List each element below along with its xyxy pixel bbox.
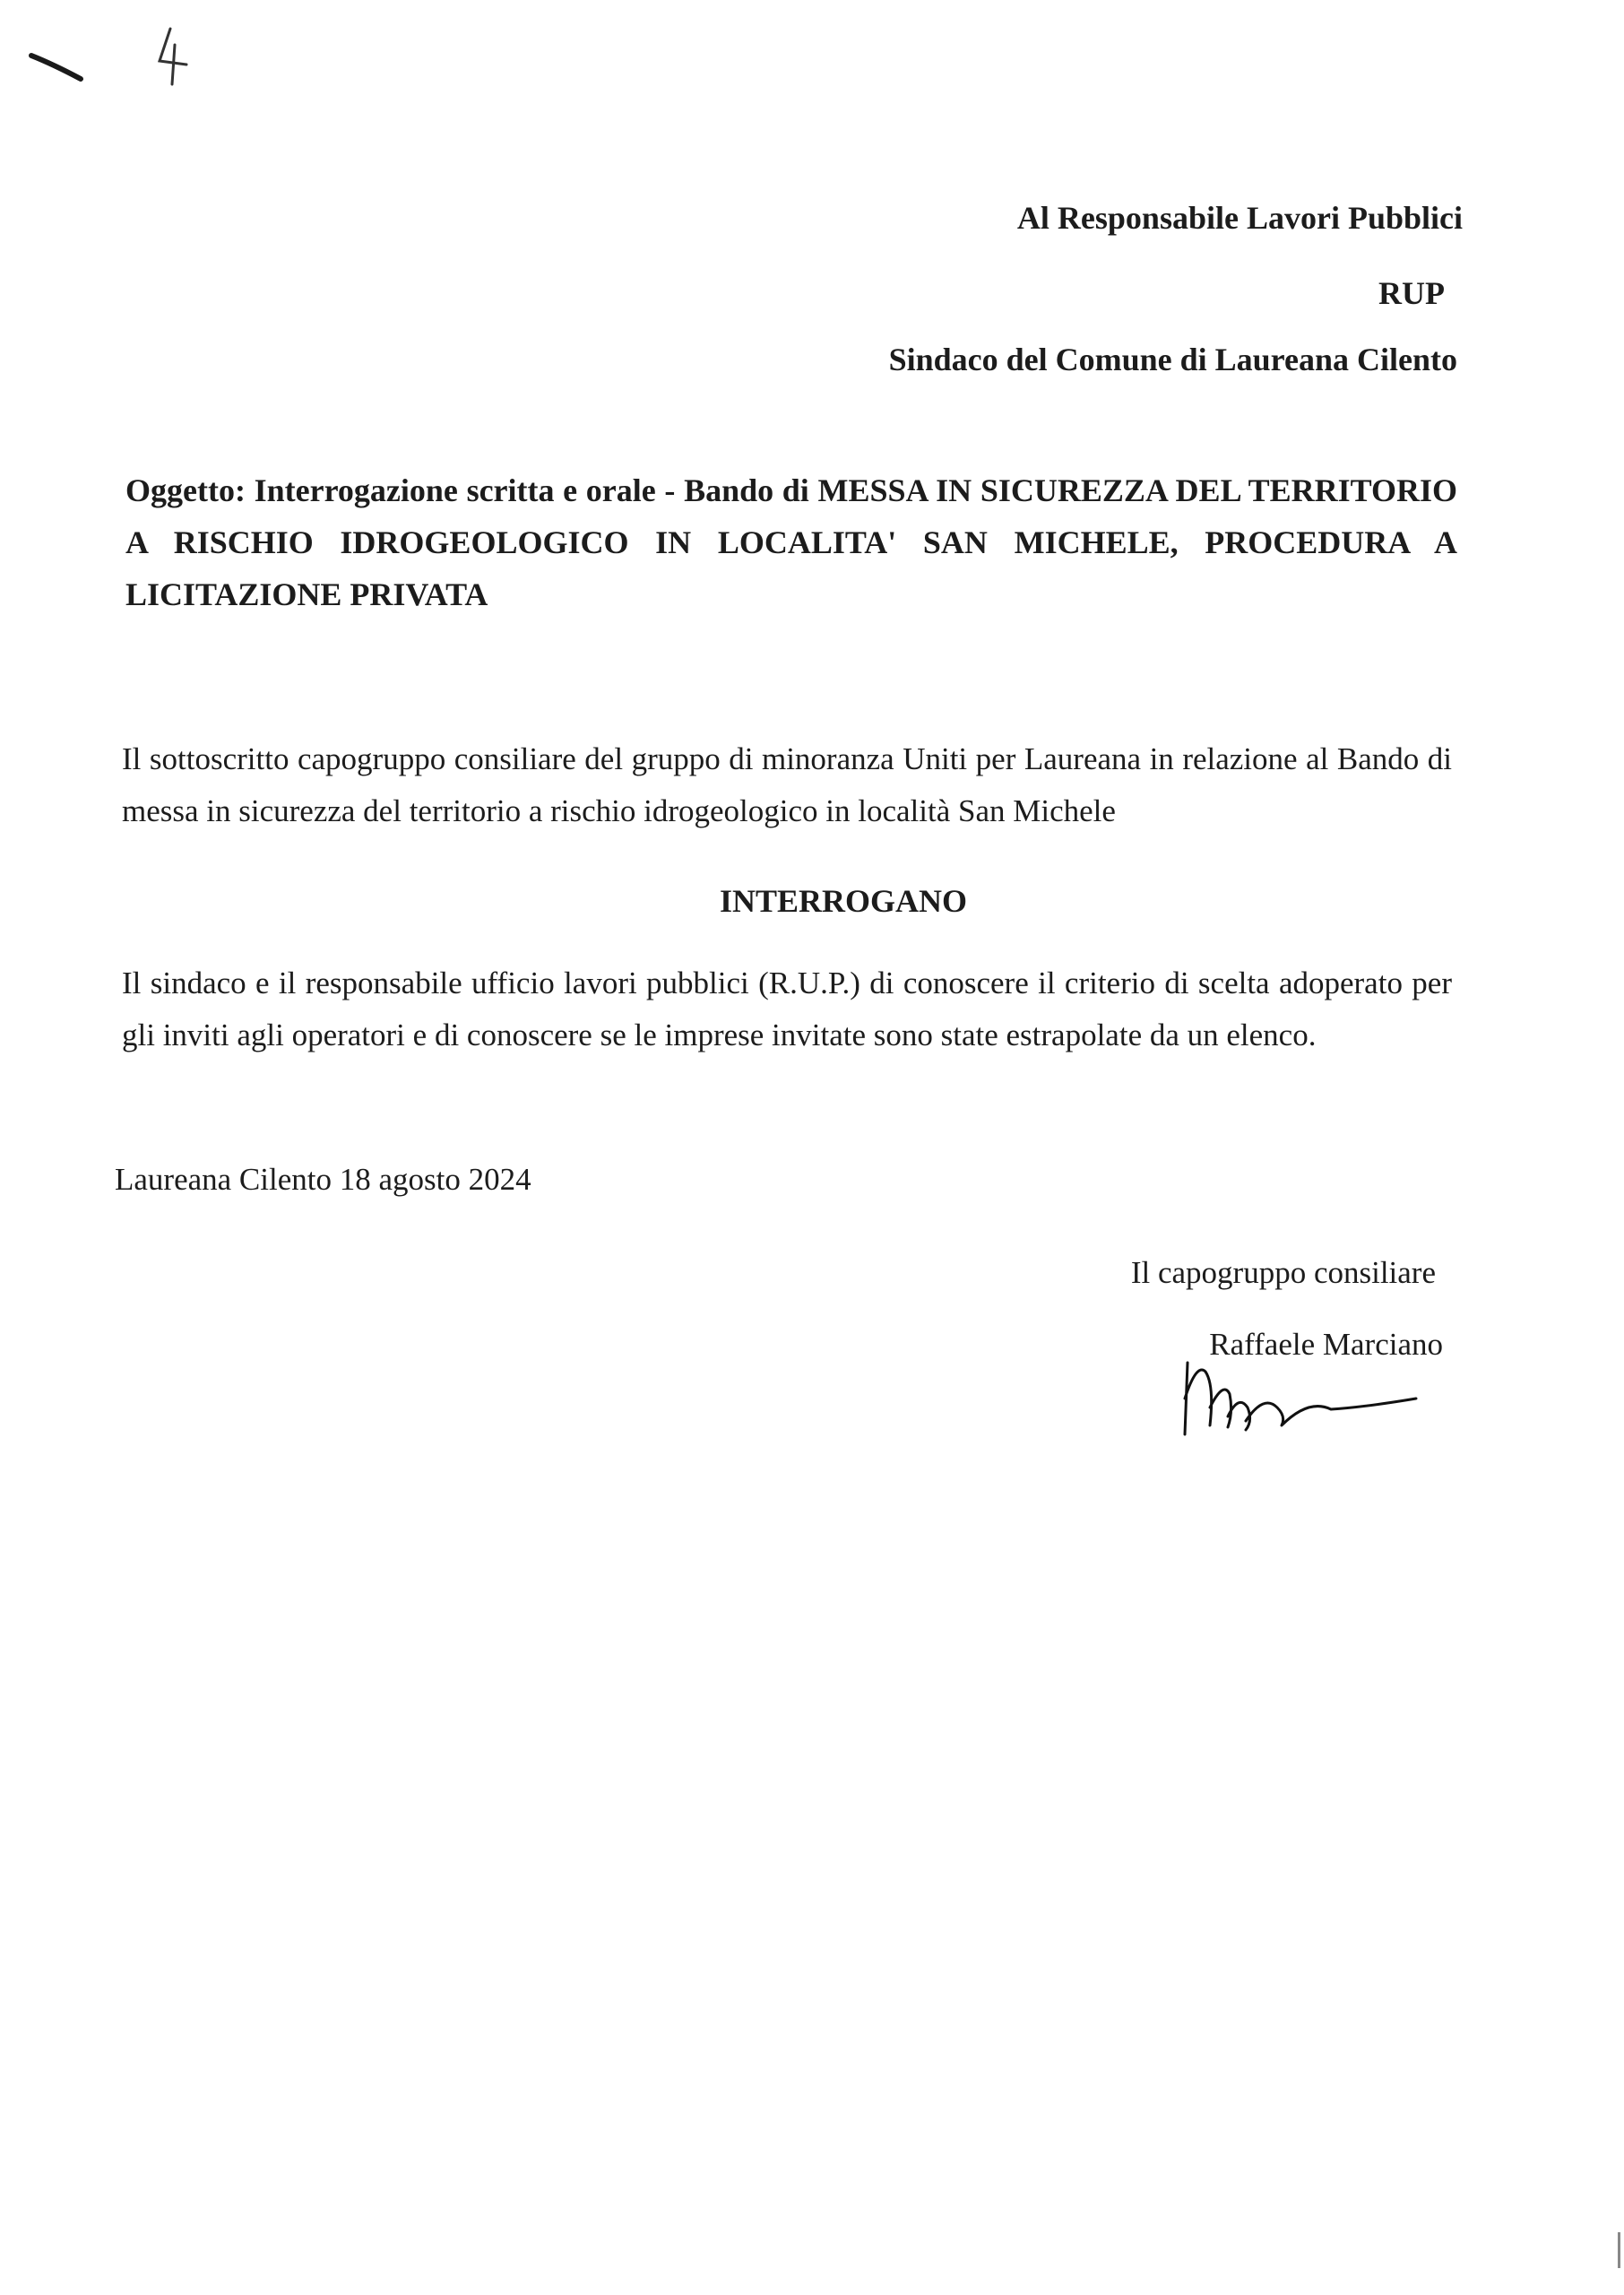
- addressee-lavori-pubblici: Al Responsabile Lavori Pubblici: [1016, 200, 1463, 236]
- addressee-rup: RUP: [1378, 275, 1445, 311]
- interrogano-heading: INTERROGANO: [719, 883, 968, 919]
- subject-block: [125, 464, 1457, 620]
- scan-edge-mark: [1618, 2232, 1620, 2268]
- request-paragraph: Il sindaco e il responsabile ufficio lavori pubblici (R.U.P.) di conoscere il criterio di scelta adoperato per gli inviti agli operatori e di conoscere se le imprese invitate sono state estrapolate da un elenco.: [122, 966, 1452, 1052]
- signer-name: Raffaele Marciano: [1209, 1327, 1443, 1362]
- handwritten-signature-icon: [1174, 1345, 1443, 1443]
- handwritten-page-number-icon: [27, 18, 206, 99]
- place-date: Laureana Cilento 18 agosto 2024: [115, 1162, 531, 1197]
- subject-text: Interrogazione scritta e orale - Bando di MESSA IN SICUREZZA DEL TERRITORIO A RISCHIO IDROGEOLOGICO IN LOCALITA' SAN MICHELE, PROCEDURA A LICITAZIONE PRIVATA: [125, 472, 1458, 612]
- signer-role: Il capogruppo consiliare: [1130, 1255, 1436, 1290]
- intro-paragraph: Il sottoscritto capogruppo consiliare del gruppo di minoranza Uniti per Laureana in relazione al Bando di messa in sicurezza del territorio a rischio idrogeologico in località San Michele: [122, 741, 1452, 828]
- addressee-sindaco: Sindaco del Comune di Laureana Cilento: [888, 342, 1457, 377]
- subject-label: Oggetto:: [125, 472, 246, 508]
